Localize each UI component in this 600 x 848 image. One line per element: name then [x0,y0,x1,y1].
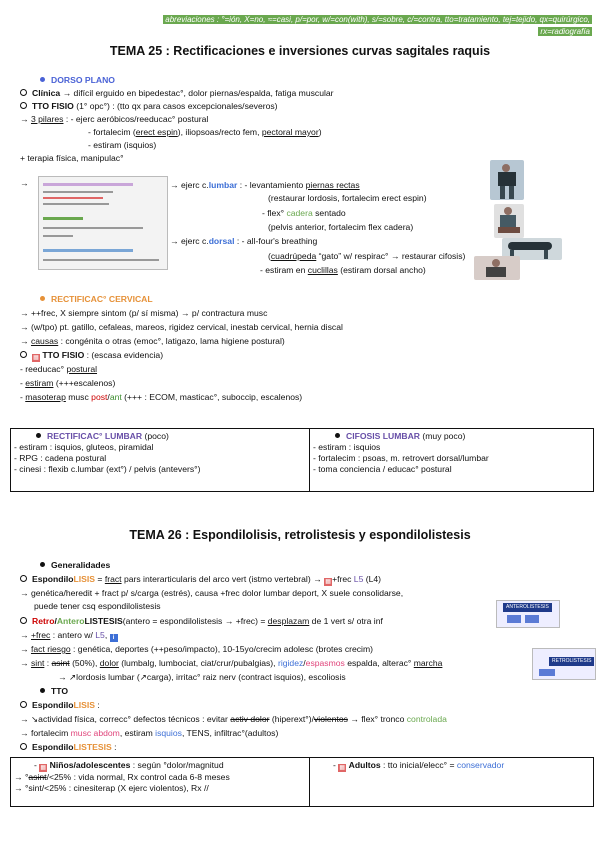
cervical-causas-line [20,336,285,347]
tto-fisio-label: TTO FISIO [32,101,74,111]
cuclillas-line [260,265,426,276]
tema25-title: TEMA 25 : Rectificaciones e inversiones curvas sagitales raquis [109,44,491,58]
abbreviations-banner [44,14,592,38]
ninos-heading: - ▦ Niños/adolescentes : según °dolor/magnitud [34,760,224,771]
tto-fortalecim-line [20,728,278,739]
l4b: / [54,616,57,626]
l1g: L5 [353,574,364,584]
l11a: → fortalecim [20,728,71,738]
circle-bullet-icon [20,743,27,750]
fort-b: erect espin [135,127,178,137]
l4a: Retro [32,616,55,626]
l7f: dolor [99,658,119,668]
hospital-icon: ▦ [325,579,331,585]
listesis-lordosis-line: → ↗lordosis lumbar (↗carga), irritac° raiz nerv (contract isquios), escoliosis [58,672,346,682]
l9b: LISIS [73,700,96,710]
l7j: espasmos [305,658,345,668]
l1b: LISIS [73,574,96,584]
bullet-icon [40,688,45,693]
hospital-icon: ▦ [40,765,47,771]
pilares-text: : - ejerc aeróbicos/reeducac° postural [63,114,209,124]
ninos-item-1 [14,772,306,783]
cifosis-lumbar-heading [313,431,590,442]
cervical-tto-line [20,350,163,362]
tto-heading [40,686,68,697]
ninos-adultos-table [10,757,594,807]
l7b: sint [30,658,45,668]
dorso-plano-heading [40,75,115,86]
l6c: : genética, deportes (++peso/impacto), 10-15yo/crecim adolesc (brotes crecim) [70,644,373,654]
l7c: : [44,658,52,668]
l11d: isquios [155,728,182,738]
espondilolisis-line-3: puede tener csq espondilolistesis [34,601,161,611]
l10e: → flex° tronco [347,714,407,724]
bullet-icon [36,433,41,438]
dorsal-a: : - all-four's breathing [234,236,318,246]
hospital-icon: ▦ [339,765,346,771]
cifosis-paren: (muy poco) [420,431,466,441]
l4c: Antero [56,616,85,626]
r3d: post [91,392,108,402]
fort-d: pectoral mayor [261,127,319,137]
r2c: (+++escalenos) [53,378,116,388]
cifosis-item-3: - toma conciencia / educac° postural [313,464,452,474]
bullet-icon [335,433,340,438]
dorsal-2a: cuadrúpeda [270,251,317,261]
notes-thumbnail-image [38,176,168,270]
circle-bullet-icon [20,89,27,96]
tto-espondilolisis-line [20,700,100,711]
flex-b: cadera [286,208,313,218]
ninos-item-2: → °sint/<25% : cinesiterap (X ejerc violentos), Rx // [14,783,209,793]
circle-bullet-icon [20,351,27,358]
hospital-icon: ▦ [33,355,39,361]
thumb-arrow: → [20,178,29,188]
causas-text: : congénita o otras (emoc°, latigazo, lama higiene postural) [58,336,285,346]
l10b: activ dolor [230,714,270,724]
dorso-clinica-line [20,88,334,99]
adultos-heading: - ▦ Adultos : tto inicial/elecc° = conservador [333,760,505,771]
pilares-label: 3 pilares [30,114,64,124]
lumbar-word: lumbar [208,180,238,190]
circle-bullet-icon [20,102,27,109]
ejerc-dorsal-line [170,236,317,247]
r3a: - [20,392,26,402]
cerv-tto-label: TTO FISIO [42,350,85,360]
l5e: , [104,630,110,640]
exercise-photo-seated [494,204,524,238]
cuclillas-a: - estiram en [260,265,308,275]
l5b: +frec [30,630,51,640]
flex-line [262,208,346,219]
l4g: de 1 vert s/ otra inf [309,616,383,626]
left-1c: /<25% : vida normal, Rx control cada 6-8 meses [46,772,230,782]
l7d: asint [51,658,70,668]
left-1a: → ° [14,772,29,782]
r3f: ant [109,392,122,402]
bullet-icon [40,562,45,567]
l6a: → [20,644,31,654]
cervical-line-1: → ++frec, X siempre sintom (p/ sí misma) → p/ contractura musc [20,308,268,318]
r3b: masoterap [25,392,66,402]
ejerc-lumbar-line [170,180,360,191]
r2a: - [20,378,26,388]
lumbar-cifosis-table [10,428,594,492]
retrolistesis-tag: RETROLISTESIS [549,657,594,666]
rectificac-lumbar-cell [11,429,310,492]
lumbar-item-3: - cinesi : flexib c.lumbar (ext°) / pelvis (antevers°) [14,464,201,474]
cifosis-lumbar-cell [310,429,594,492]
cifosis-head: CIFOSIS LUMBAR [346,431,420,441]
listesis-frec-line [20,630,118,642]
circle-bullet-icon [20,575,27,582]
ninos-head: Niños/adolescentes [49,760,131,770]
l11e: , TENS, infiltrac°(adultos) [181,728,279,738]
dorso-tto-line [20,101,278,112]
l10d: violentos [313,714,348,724]
l1f: +frec [332,574,354,584]
adultos-tail-a: : tto inicial/elecc° = [380,760,457,770]
cuclillas-c: (estiram dorsal ancho) [337,265,426,275]
fort-c: ), iliopsoas/recto fem, [177,127,262,137]
flex-a: - flex° [262,208,287,218]
ninos-cell [11,758,310,807]
generalidades-heading [40,560,110,571]
abbrev-line-1: abreviaciones : °=ión, X=no, ≈=casi, p/=por, w/=con(with), s/=sobre, c/=contra, tto=tratamiento, tej=tejido, qx=quirúrgico, [165,15,590,24]
l7a: → [20,658,31,668]
r3e: / [107,392,110,402]
pilares-line [20,114,208,125]
tto-actividad-line [20,714,447,725]
espondilolisis-def-line [20,574,381,586]
anterolistesis-tag: ANTEROLISTESIS [503,603,552,612]
bullet-icon [40,77,45,82]
estiram-line: - estiram (isquios) [88,140,157,150]
l5d: L5 [95,630,105,640]
l12a: Espondilo [32,742,74,752]
l7k: espalda, alterac° [344,658,414,668]
l1a: Espondilo [32,574,74,584]
cerv-tto-text: : (escasa evidencia) [84,350,164,360]
cifosis-item-1: - estiram : isquios [313,442,381,452]
anterolistesis-diagram [496,600,560,628]
l6b: fact riesgo [30,644,71,654]
listesis-def-line [20,616,383,627]
lumbar-b: piernas rectas [305,180,360,190]
cervical-reeducac-line [20,364,97,375]
clinica-text: → difícil erguido en bipedestac°, dolor piernas/espalda, fatiga muscular [60,88,334,98]
flex-c: sentado [312,208,346,218]
flex-line-2: (pelvis anterior, fortalecim flex cadera) [268,222,414,232]
exercise-photo-squat [474,256,520,280]
dorsal-word: dorsal [208,236,235,246]
cervical-heading [40,294,153,305]
ejerc-lumbar-pre: → ejerc c. [170,180,209,190]
l12c: : [111,742,117,752]
adultos-cell [310,758,594,807]
lumbar-item-1: - estiram : isquios, gluteos, piramidal [14,442,154,452]
rectificac-lumbar-heading [14,431,306,442]
dorsal-2pre: ( [268,251,271,261]
cifosis-item-2: - fortalecim : psoas, m. retrovert dorsal/lumbar [313,453,489,463]
terapia-line: + terapia física, manipulac° [20,153,124,163]
adultos-tail-b: conservador [456,760,505,770]
listesis-riesgo-line [20,644,373,655]
r1b: postural [66,364,98,374]
l7l: marcha [413,658,443,668]
l7e: (50%), [69,658,100,668]
l1d: fract [104,574,122,584]
l4f: desplazam [267,616,310,626]
lumbar-a: : - levantamiento [237,180,306,190]
tto-espondilolistesis-line [20,742,117,753]
l4e: (antero = espondilolistesis → +frec) = [122,616,268,626]
clinica-label: Clínica [32,88,61,98]
tto-fisio-text: (1° opc°) : (tto qx para casos excepcionales/severos) [73,101,278,111]
lumbar-item-2: - RPG : cadena postural [14,453,107,463]
l10c: (hiperext°)/ [269,714,314,724]
fort-e: ) [318,127,322,137]
l1c: = [95,574,105,584]
r3c: musc [65,392,92,402]
cuclillas-b: cuclillas [307,265,338,275]
l5a: → [20,630,31,640]
l9a: Espondilo [32,700,74,710]
adultos-head: Adultos [348,760,381,770]
ejerc-dorsal-pre: → ejerc c. [170,236,209,246]
causas-pre: → [20,336,31,346]
l7h: rigidez [277,658,304,668]
espondilolisis-line-2: → genética/heredit + fract p/ s/carga (estrés), causa +frec dolor lumbar deport, X suele consolidarse, [20,588,404,598]
cervical-estiram-line [20,378,115,389]
arrow-text: → [20,114,31,124]
l7g: (lumbalg, lumbociat, ciat/crur/pubalgias), [118,658,278,668]
lumbar-line-2: (restaurar lordosis, fortalecim erect espin) [268,193,427,203]
abbrev-line-2: rx=radiografía [540,27,590,36]
l10f: controlada [406,714,447,724]
listesis-sint-line [20,658,442,669]
l4d: LISTESIS [84,616,123,626]
r1a: - reeducac° [20,364,67,374]
causas-label: causas [30,336,59,346]
cervical-masoterap-line [20,392,302,403]
tto-label: TTO [51,686,69,696]
r2b: estiram [25,378,54,388]
generalidades-label: Generalidades [51,560,111,570]
left-1b: asint [28,772,47,782]
lumbar-paren: (poco) [142,431,169,441]
l10a: → ↘actividad física, correcc° defectos técnicos : evitar [20,714,231,724]
circle-bullet-icon [20,617,27,624]
circle-bullet-icon [20,701,27,708]
lumbar-head: RECTIFICAC° LUMBAR [47,431,143,441]
dorsal-line-2 [268,251,465,262]
r3g: (+++ : ECOM, masticac°, suboccip, escalenos) [121,392,303,402]
info-icon: i [110,634,118,642]
cervical-line-2: → (w/tpo) pt. gatillo, cefaleas, mareos, rigidez cervical, inestab cervical, hernia discal [20,322,343,332]
fortalecim-line [88,127,322,138]
dorsal-2b: “gato” w/ respirac° → restaurar cifosis) [316,251,466,261]
dorso-plano-label: DORSO PLANO [51,75,115,85]
l9c: : [95,700,100,710]
l7i: / [303,658,306,668]
bullet-icon [40,296,45,301]
retrolistesis-diagram [532,648,596,680]
ninos-head-tail: : según °dolor/magnitud [130,760,224,770]
l1e: pars interarticularis del arco vert (istmo vertebral) → [121,574,325,584]
cervical-label: RECTIFICAC° CERVICAL [51,294,153,304]
tema26-title: TEMA 26 : Espondilolisis, retrolistesis y espondilolistesis [129,528,471,542]
l11c: , estiram [119,728,156,738]
exercise-photo-straight-legs [490,160,524,200]
l5c: : antero w/ [50,630,96,640]
l1h: (L4) [363,574,382,584]
fort-a: - fortalecim ( [88,127,136,137]
l12b: LISTESIS [73,742,112,752]
l11b: musc abdom [70,728,120,738]
